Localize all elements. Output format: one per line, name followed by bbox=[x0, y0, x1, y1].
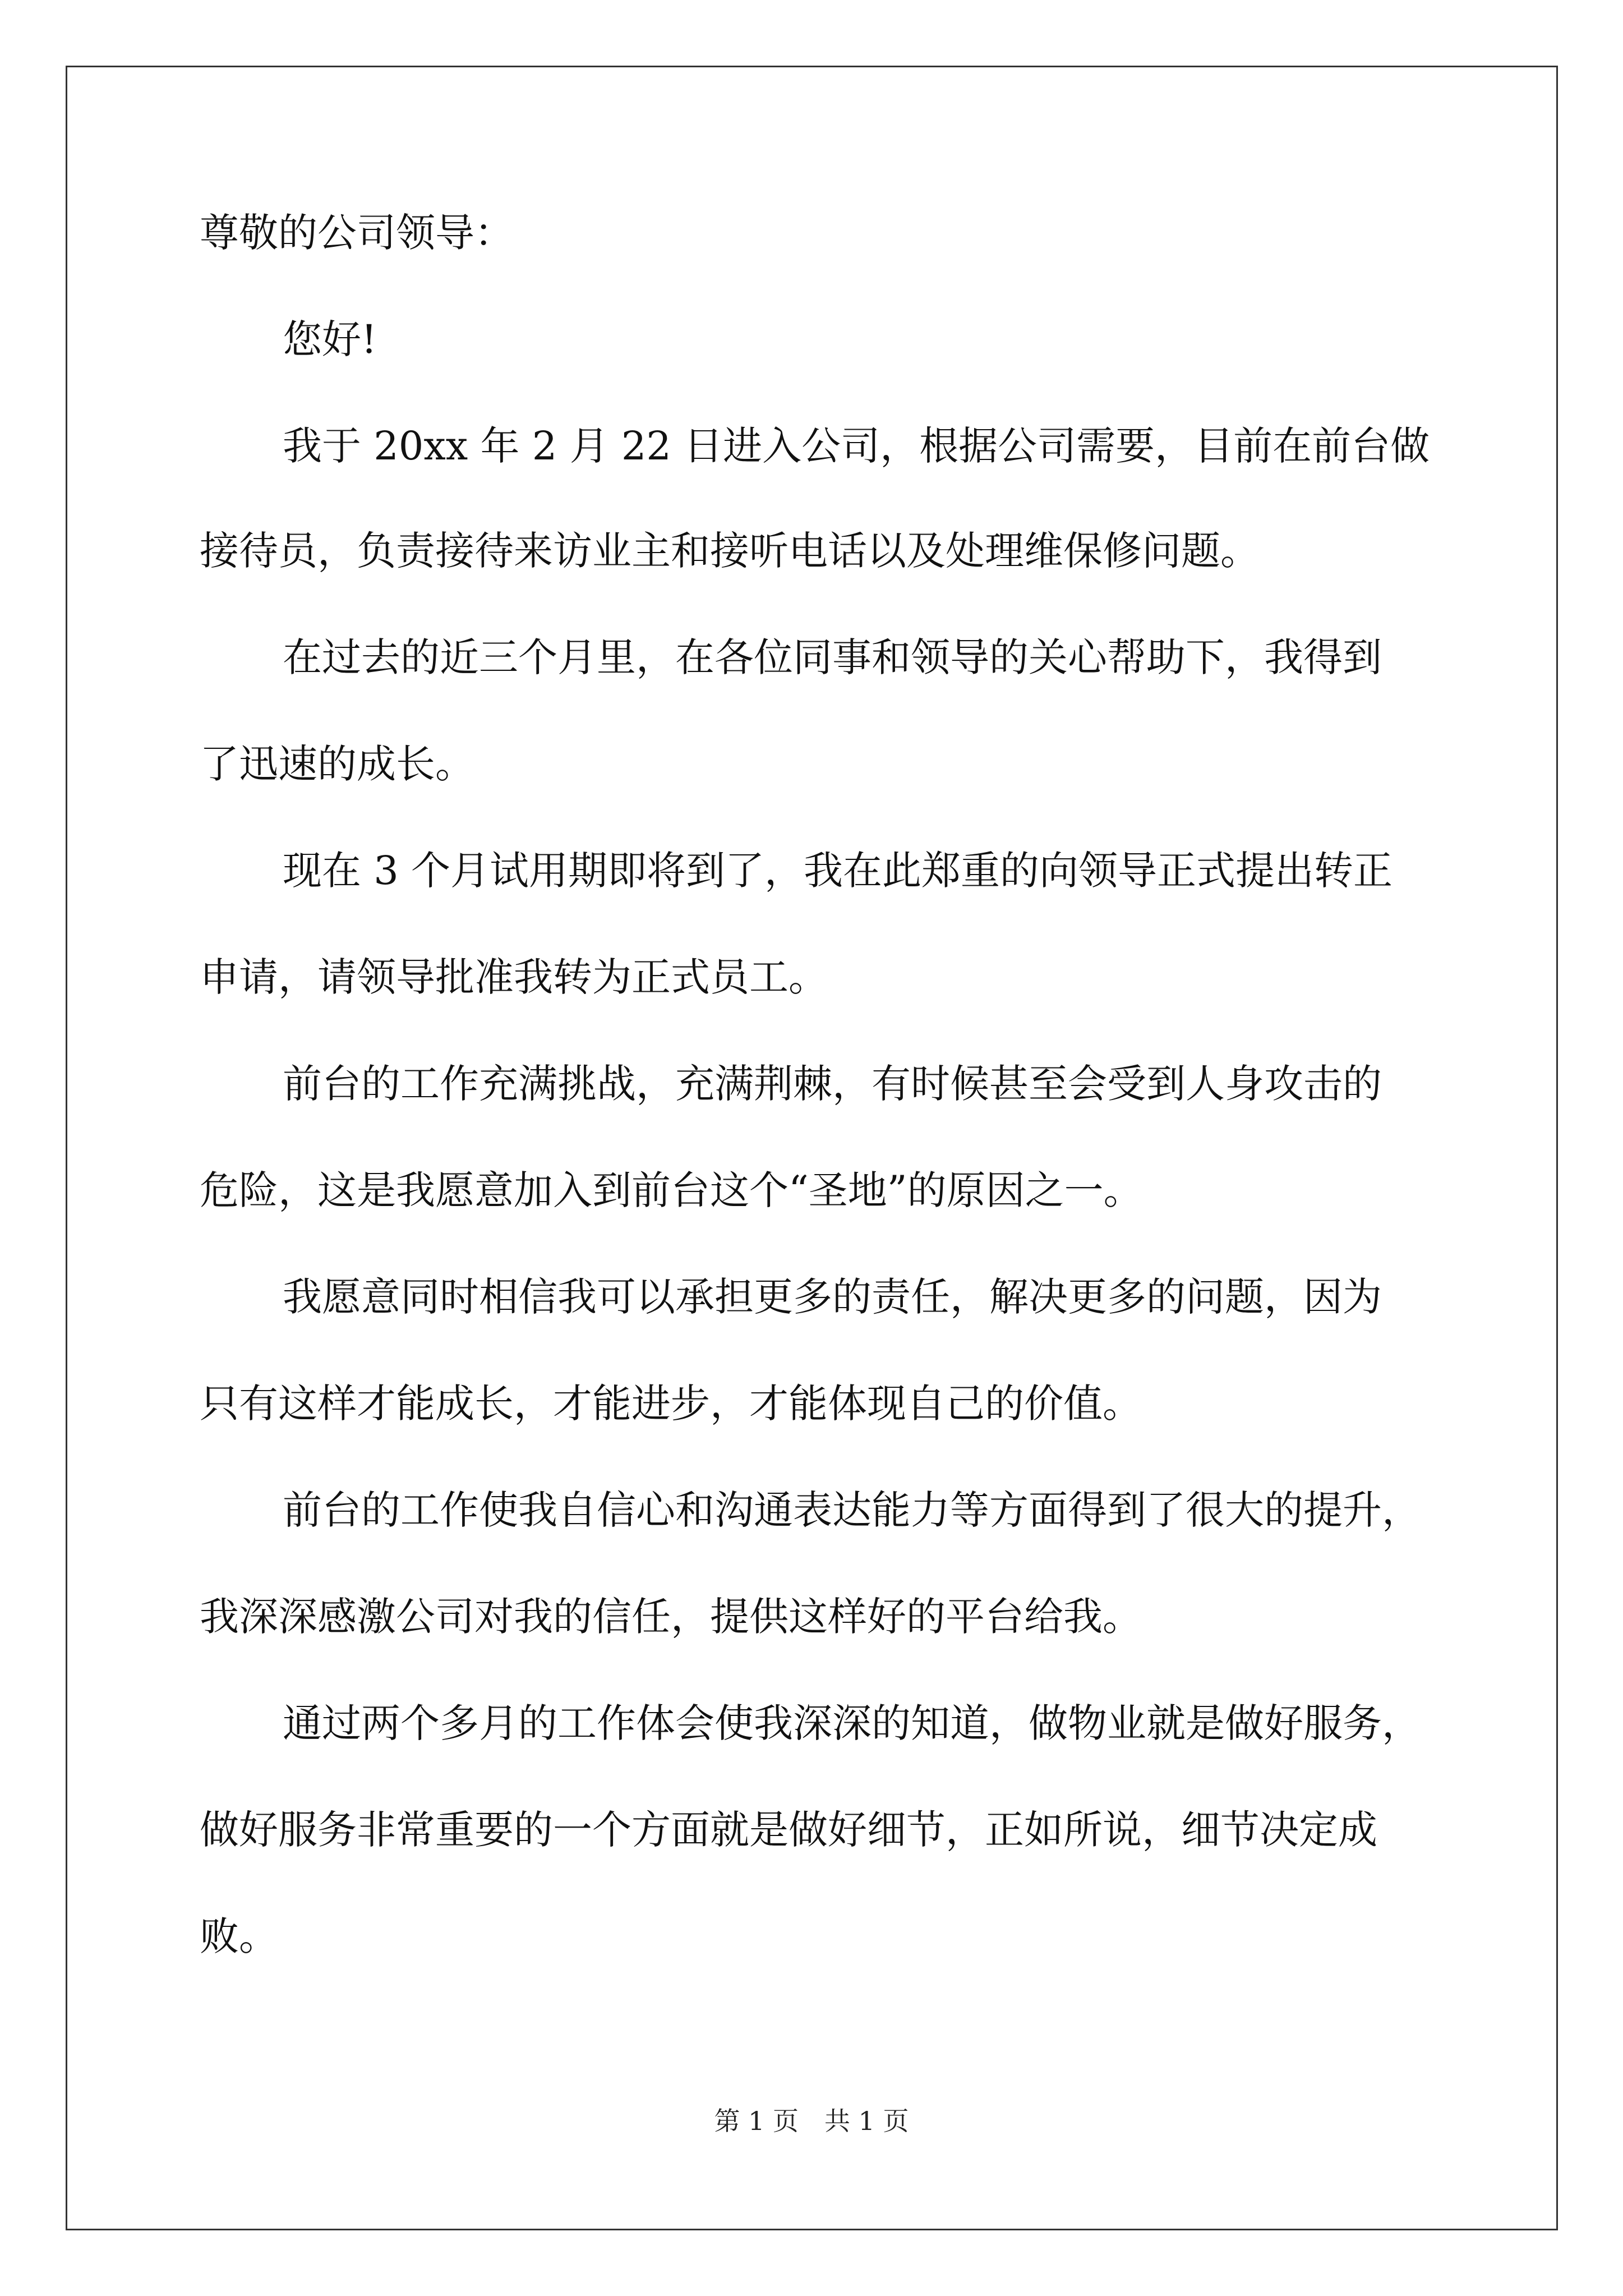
paragraph-line: 我愿意同时相信我可以承担更多的责任，解决更多的问题，因为 bbox=[283, 1274, 1382, 1320]
greeting: 您好! bbox=[283, 316, 377, 362]
paragraph-line: 只有这样才能成长，才能进步，才能体现自己的价值。 bbox=[200, 1381, 1142, 1427]
page-border bbox=[66, 66, 1558, 2230]
paragraph-line: 通过两个多月的工作体会使我深深的知道，做物业就是做好服务， bbox=[283, 1700, 1421, 1746]
paragraph-line: 了迅速的成长。 bbox=[200, 741, 474, 787]
paragraph-line: 接待员，负责接待来访业主和接听电话以及处理维保修问题。 bbox=[200, 528, 1260, 574]
paragraph-line: 申请，请领导批准我转为正式员工。 bbox=[200, 954, 828, 1000]
salutation: 尊敬的公司领导： bbox=[200, 210, 514, 256]
paragraph-line: 现在 3 个月试用期即将到了，我在此郑重的向领导正式提出转正 bbox=[283, 848, 1393, 894]
page-number: 第 1 页 共 1 页 bbox=[714, 2106, 909, 2136]
paragraph-line: 前台的工作使我自信心和沟通表达能力等方面得到了很大的提升， bbox=[283, 1487, 1421, 1533]
paragraph-line: 我深深感激公司对我的信任，提供这样好的平台给我。 bbox=[200, 1594, 1142, 1640]
paragraph-line: 我于 20xx 年 2 月 22 日进入公司，根据公司需要，目前在前台做 bbox=[283, 423, 1430, 469]
paragraph-line: 败。 bbox=[200, 1913, 278, 1959]
paragraph-line: 做好服务非常重要的一个方面就是做好细节，正如所说，细节决定成 bbox=[200, 1807, 1377, 1853]
paragraph-line: 前台的工作充满挑战，充满荆棘，有时候甚至会受到人身攻击的 bbox=[283, 1061, 1382, 1107]
paragraph-line: 在过去的近三个月里，在各位同事和领导的关心帮助下，我得到 bbox=[283, 634, 1382, 680]
paragraph-line: 危险，这是我愿意加入到前台这个“圣地”的原因之一。 bbox=[200, 1167, 1143, 1213]
